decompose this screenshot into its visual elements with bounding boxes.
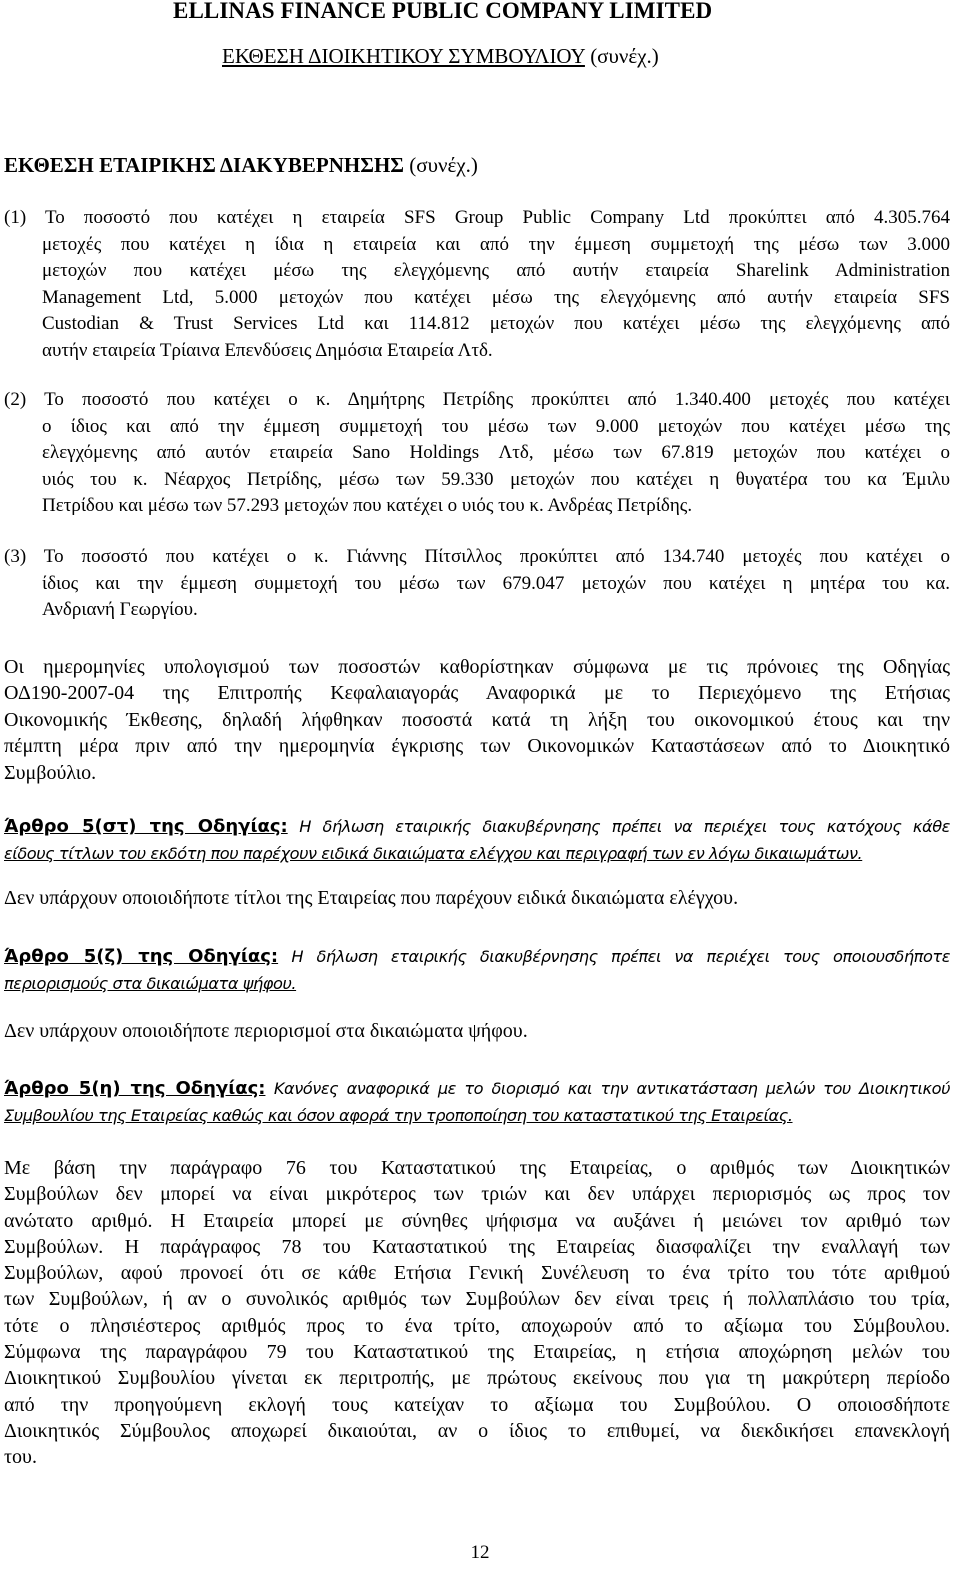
article-5-z-text: Η δήλωση εταιρικής διακυβέρνησης πρέπει να περιέχει τους οποιουσδήποτε [278,947,950,966]
article-5-i-label: Άρθρο 5(η) της Οδηγίας: [4,1078,266,1099]
note-2-line: υιός του κ. Νέαρχος Πετρίδης, μέσω των 59.330 μετοχών που κατέχει η θυγατέρα του κα Έμιλυ [42,468,950,490]
article-5-st-label: Άρθρο 5(στ) της Οδηγίας: [4,816,288,837]
section-heading [4,153,478,178]
board-line: Συμβούλων, αφού προνοεί ότι σε κάθε Ετήσια Γενική Συνέλευση το ένα τρίτο του τότε αριθμού [4,1262,950,1285]
note-2-line: (2) Το ποσοστό που κατέχει ο κ. Δημήτρης Πετρίδης προκύπτει από 1.340.400 μετοχές που κατέχει [4,389,950,410]
section-heading-cont: (συνέχ.) [404,153,478,177]
article-5-i-text: Συμβουλίου της Εταιρείας καθώς και όσον αφορά την τροποποίηση του καταστατικού της Εταιρείας. [4,1106,793,1125]
board-line: τότε ο πλησιέστερος αριθμός προς το ένα τρίτο, αποχωρούν από το αξίωμα του Σύμβουλου. [4,1314,950,1337]
report-title [222,44,659,69]
company-name: ELLINAS FINANCE PUBLIC COMPANY LIMITED [173,0,713,23]
article-5-z [4,943,950,997]
note-1-line: Management Ltd, 5.000 μετοχών που κατέχει μέσω της ελεγχόμενης από αυτήν εταιρεία SFS [42,286,950,308]
dates-line: Οικονομικής Έκθεσης, δηλαδή λήφθηκαν ποσοστά κατά τη λήξη του οικονομικού έτους και την [4,708,950,731]
note-2-line: ελεγχόμενης από αυτόν εταιρεία Sano Holdings Λτδ, μέσω των 67.819 μετοχών που κατέχει ο [42,442,950,463]
board-line: του. [4,1446,37,1469]
note-1-line: αυτήν εταιρεία Τρίαινα Επενδύσεις Δημόσια Εταιρεία Λτδ. [42,339,493,361]
dates-line: Συμβούλιο. [4,761,97,784]
note-2-line: ο ίδιος και από την έμμεση συμμετοχή του μέσω των 9.000 μετοχών που κατέχει μέσω της [42,415,950,437]
dates-line: Οι ημερομηνίες υπολογισμού των ποσοστών καθορίστηκαν σύμφωνα με τις πρόνοιες της Οδηγίας [4,656,950,678]
board-line: από την προηγούμενη εκλογή τους κατείχαν το αξίωμα του Συμβούλου. Ο οποιοσδήποτε [4,1393,950,1416]
note-1-line: (1) Το ποσοστό που κατέχει η εταιρεία SFS Group Public Company Ltd προκύπτει από 4.305.764 [4,207,950,228]
article-5-z-answer: Δεν υπάρχουν οποιοιδήποτε περιορισμοί στα δικαιώματα ψήφου. [4,1020,528,1042]
note-3-line: (3) Το ποσοστό που κατέχει ο κ. Γιάννης Πίτσιλλος προκύπτει από 134.740 μετοχές που κατέχει ο [4,546,950,567]
article-5-z-line [4,970,950,997]
article-5-st-text: είδους τίτλων του εκδότη που παρέχουν ειδικά δικαιώματα ελέγχου και περιγραφή των εν λόγω δικαιωμάτων. [4,844,863,863]
dates-line: ΟΔ190-2007-04 της Επιτροπής Κεφαλαιαγοράς Αναφορικά με το Περιεχόμενο της Ετήσιας [4,682,950,705]
dates-paragraph [4,654,950,786]
report-title-text: ΕΚΘΕΣΗ ΔΙΟΙΚΗΤΙΚΟΥ ΣΥΜΒΟΥΛΙΟΥ [222,44,585,68]
board-line: ανώτατο αριθμό. Η Εταιρεία μπορεί με σύνηθες ψήφισμα να αυξάνει ή μειώνει τον αριθμό των [4,1209,950,1232]
article-5-st-text: Η δήλωση εταιρικής διακυβέρνησης πρέπει να περιέχει τους κατόχους κάθε [287,817,950,836]
article-5-st-answer: Δεν υπάρχουν οποιοιδήποτε τίτλοι της Εταιρείας που παρέχουν ειδικά δικαιώματα ελέγχου. [4,887,739,909]
note-3-line: Ανδριανή Γεωργίου. [42,599,198,620]
dates-line: πέμπτη μέρα πριν από την ημερομηνία έγκρισης των Οικονομικών Καταστάσεων από το Διοικητικό [4,735,950,758]
note-2-line: Πετρίδου και μέσω των 57.293 μετοχών που κατέχει ο υιός του κ. Ανδρέας Πετρίδης. [42,495,693,516]
board-line: Με βάση την παράγραφο 76 του Καταστατικού της Εταιρείας, ο αριθμός των Διοικητικών [4,1157,950,1179]
board-line: των Συμβούλων, ή αν ο συνολικός αριθμός των Συμβούλων δεν είναι τρεις ή πολλαπλάσιο του τρία, [4,1288,950,1311]
note-3-line: ίδιος και την έμμεση συμμετοχή του μέσω των 679.047 μετοχών που κατέχει η μητέρα του κα. [42,572,950,594]
article-5-st-line [4,840,950,867]
report-title-cont: (συνέχ.) [584,44,659,68]
article-5-z-line [4,943,950,970]
article-5-i [4,1075,950,1129]
board-line: Διοικητικού Συμβουλίου γίνεται εκ περιτροπής, με πρώτους εκείνους που για τη μακρύτερη περίοδο [4,1367,950,1390]
article-5-i-text: Κανόνες αναφορικά με το διορισμό και την αντικατάσταση μελών του Διοικητικού [265,1079,950,1098]
board-line: Συμβούλων. Η παράγραφος 78 του Καταστατικού της Εταιρείας διασφαλίζει την εναλλαγή των [4,1235,950,1258]
article-5-z-label: Άρθρο 5(ζ) της Οδηγίας: [4,946,279,967]
article-5-z-text: περιορισμούς στα δικαιώματα ψήφου. [4,974,297,993]
article-5-i-line [4,1102,950,1129]
board-paragraph [4,1155,950,1471]
note-1-line: μετοχών που κατέχει μέσω της ελεγχόμενης από αυτήν εταιρεία Sharelink Administration [42,260,950,281]
article-5-st [4,813,950,867]
article-5-i-line [4,1075,950,1102]
article-5-st-line [4,813,950,840]
page-number: 12 [470,1542,490,1563]
board-line: Διοικητικός Σύμβουλος αποχωρεί δικαιούται, αν ο ίδιος το επιθυμεί, να διεκδικήσει επανεκλογή [4,1419,950,1442]
note-1-line: μετοχές που κατέχει η ίδια η εταιρεία και από την έμμεση συμμετοχή της μέσω των 3.000 [42,233,950,255]
section-heading-text: ΕΚΘΕΣΗ ΕΤΑΙΡΙΚΗΣ ΔΙΑΚΥΒΕΡΝΗΣΗΣ [4,153,405,177]
note-3 [4,544,950,624]
board-line: Συμβούλων δεν μπορεί να είναι μικρότερος των τριών και δεν υπάρχει περιορισμός ως προς τον [4,1183,950,1206]
note-2 [4,387,950,520]
board-line: Σύμφωνα της παραγράφου 79 του Καταστατικού της Εταιρείας, η ετήσια αποχώρηση μελών του [4,1341,950,1364]
note-1-line: Custodian & Trust Services Ltd και 114.812 μετοχών που κατέχει μέσω της ελεγχόμενης από [42,313,950,334]
note-1 [4,205,950,364]
